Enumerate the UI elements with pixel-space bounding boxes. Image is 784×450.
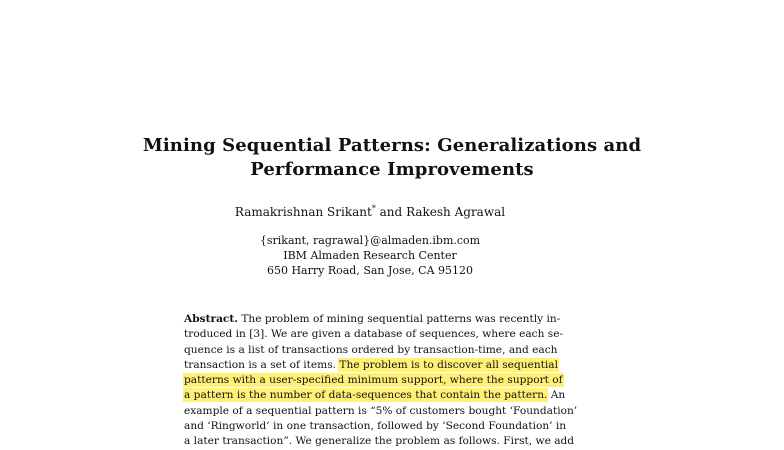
author-footnote-mark: * bbox=[371, 204, 376, 213]
abstract-line bbox=[184, 373, 563, 388]
abstract-text: The problem of mining sequential patterns was recently in- bbox=[241, 313, 561, 325]
abstract-line: quence is a list of transactions ordered by transaction-time, and each bbox=[184, 343, 558, 356]
title-line-1: Mining Sequential Patterns: Generalizations and bbox=[142, 135, 642, 156]
author-conjunction: and bbox=[379, 205, 403, 219]
institution-address: 650 Harry Road, San Jose, CA 95120 bbox=[266, 264, 474, 277]
author-list bbox=[0, 204, 740, 220]
author-email: {srikant, ragrawal}@almaden.ibm.com bbox=[259, 234, 481, 247]
paper-title bbox=[0, 134, 784, 182]
abstract-line: troduced in [3]. We are given a database of sequences, where each se- bbox=[184, 328, 564, 341]
abstract-line: example of a sequential pattern is “5% of customers bought ‘Foundation’ bbox=[184, 404, 578, 417]
abstract-line: and ‘Ringworld’ in one transaction, followed by ‘Second Foundation’ in bbox=[184, 420, 567, 433]
author-name-2: Rakesh Agrawal bbox=[406, 205, 506, 219]
abstract-line bbox=[184, 388, 566, 403]
highlighted-text[interactable]: patterns with a user-specified minimum support, where the support of bbox=[184, 374, 563, 387]
author-name-1: Ramakrishnan Srikant bbox=[234, 205, 372, 219]
abstract-line: a later transaction”. We generalize the problem as follows. First, we add bbox=[184, 435, 575, 448]
highlighted-text[interactable]: a pattern is the number of data-sequences that contain the pattern. bbox=[184, 389, 548, 402]
affiliation-block bbox=[0, 233, 740, 278]
abstract-text: An bbox=[550, 389, 566, 402]
abstract-text: transaction is a set of items. bbox=[184, 358, 336, 371]
title-line-2: Performance Improvements bbox=[250, 159, 534, 180]
abstract-line bbox=[184, 358, 556, 373]
abstract-block bbox=[184, 312, 578, 450]
highlighted-text[interactable]: The problem is to discover all sequential bbox=[339, 358, 558, 371]
abstract-heading: Abstract. bbox=[184, 313, 238, 325]
institution-name: IBM Almaden Research Center bbox=[283, 249, 457, 262]
abstract-line bbox=[184, 312, 561, 327]
